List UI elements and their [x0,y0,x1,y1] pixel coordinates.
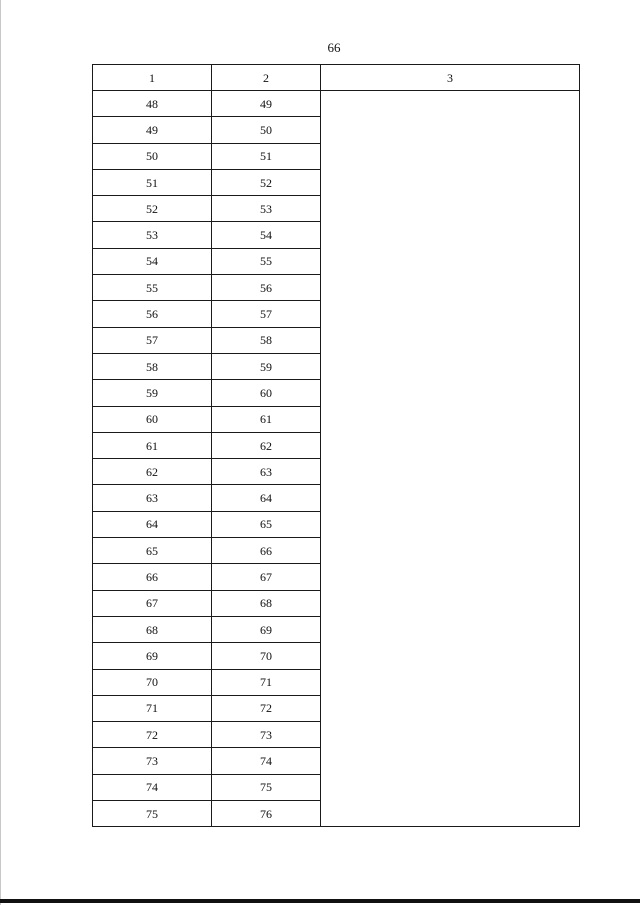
table-cell-col-1: 62 [93,459,212,485]
table-cell-col-1: 54 [93,248,212,274]
table-cell-col-2: 76 [212,801,321,827]
table-cell-col-2: 49 [212,91,321,117]
page-number: 66 [327,40,341,55]
table-cell-col-1: 73 [93,748,212,774]
table-header-row [93,65,580,91]
data-table [92,64,580,827]
table-cell-col-1: 56 [93,301,212,327]
table-cell-col-2: 59 [212,353,321,379]
table-cell-col-2: 69 [212,616,321,642]
table-cell-col-2: 53 [212,196,321,222]
table-cell-col-2: 60 [212,380,321,406]
table-cell-col-2: 73 [212,722,321,748]
table-cell-col-2: 71 [212,669,321,695]
table-cell-col-2: 75 [212,774,321,800]
table-cell-col-2: 66 [212,538,321,564]
table-cell-col-3-merged [321,91,580,827]
table-cell-col-1: 49 [93,117,212,143]
scan-left-edge [0,0,1,905]
table-cell-col-1: 74 [93,774,212,800]
table-cell-col-2: 58 [212,327,321,353]
table-cell-col-2: 70 [212,643,321,669]
table-cell-col-2: 56 [212,275,321,301]
table-cell-col-1: 63 [93,485,212,511]
table-cell-col-1: 75 [93,801,212,827]
table-header [93,65,580,91]
table-cell-col-2: 61 [212,406,321,432]
table-cell-col-2: 57 [212,301,321,327]
table-cell-col-2: 62 [212,432,321,458]
table-cell-col-1: 53 [93,222,212,248]
table-cell-col-1: 66 [93,564,212,590]
table-cell-col-2: 54 [212,222,321,248]
table-cell-col-2: 65 [212,511,321,537]
table-cell-col-2: 72 [212,695,321,721]
table-cell-col-2: 74 [212,748,321,774]
table-cell-col-1: 60 [93,406,212,432]
table-cell-col-1: 71 [93,695,212,721]
table-cell-col-2: 67 [212,564,321,590]
header-cell-col-1: 1 [93,65,212,91]
header-cell-col-3: 3 [321,65,580,91]
table-cell-col-1: 72 [93,722,212,748]
table-cell-col-1: 58 [93,353,212,379]
table-cell-col-2: 64 [212,485,321,511]
table-cell-col-1: 52 [93,196,212,222]
table-cell-col-2: 51 [212,143,321,169]
table-cell-col-2: 63 [212,459,321,485]
table-cell-col-2: 52 [212,169,321,195]
table-cell-col-1: 64 [93,511,212,537]
table-cell-col-1: 68 [93,616,212,642]
table-cell-col-2: 68 [212,590,321,616]
table-cell-col-1: 70 [93,669,212,695]
table-cell-col-1: 48 [93,91,212,117]
table-cell-col-1: 51 [93,169,212,195]
table-cell-col-1: 69 [93,643,212,669]
table-cell-col-1: 67 [93,590,212,616]
table-row [93,91,580,117]
table-cell-col-2: 55 [212,248,321,274]
table-cell-col-1: 50 [93,143,212,169]
scan-bottom-edge [0,899,640,903]
table-cell-col-1: 61 [93,432,212,458]
table-cell-col-1: 55 [93,275,212,301]
table-cell-col-1: 65 [93,538,212,564]
table-cell-col-1: 59 [93,380,212,406]
table-body [93,91,580,827]
header-cell-col-2: 2 [212,65,321,91]
table-cell-col-1: 57 [93,327,212,353]
table-cell-col-2: 50 [212,117,321,143]
